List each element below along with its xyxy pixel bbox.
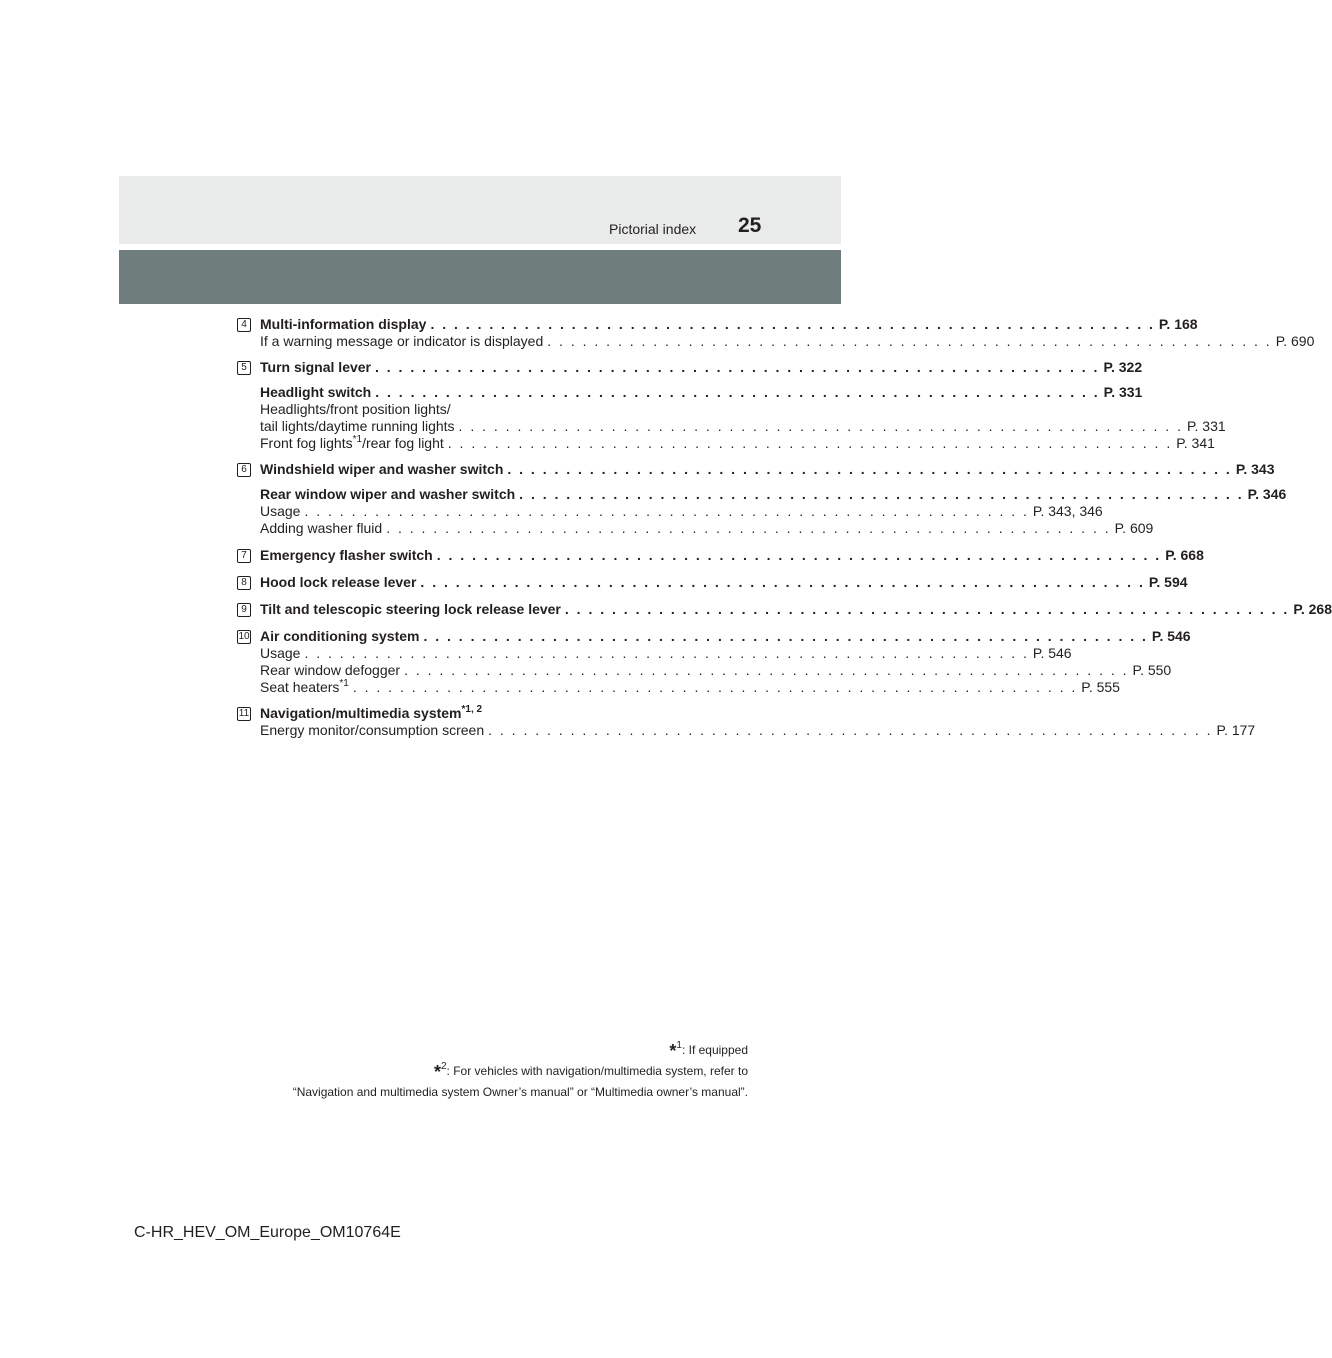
index-line: [260, 574, 1188, 591]
index-line: [260, 722, 1256, 739]
index-line: [260, 359, 1143, 376]
dot-leader: . . . . . . . . . . . . . . . . . . . . . . . . . . . . . . . . . . . . . . . . . . . . . . . . . . . . . . . . . . . . . .: [404, 662, 1129, 678]
index-label: Turn signal lever: [260, 359, 371, 375]
index-line: [260, 547, 1204, 564]
index-label: Tilt and telescopic steering lock release lever: [260, 601, 561, 617]
footnote-number: 1: [676, 1040, 682, 1051]
index-line: [260, 645, 1072, 662]
page-reference: P. 555: [1081, 679, 1120, 695]
page-reference: P. 177: [1216, 722, 1256, 738]
index-line: [260, 434, 1215, 452]
page-reference: P. 609: [1114, 520, 1154, 536]
page-reference: P. 322: [1103, 359, 1143, 375]
section-title: Pictorial index: [609, 221, 697, 237]
dot-leader: . . . . . . . . . . . . . . . . . . . . . . . . . . . . . . . . . . . . . . . . . . . . . . . . . . . . . . . . . . . . . .: [547, 333, 1272, 349]
page-reference: P. 546: [1151, 628, 1191, 644]
index-line: [260, 333, 1315, 350]
index-line: [260, 401, 723, 418]
footnote: “Navigation and multimedia system Owner’s manual” or “Multimedia owner’s manual”.: [292, 1085, 748, 1099]
page-reference: P. 268: [1293, 601, 1332, 617]
page-reference: P. 331: [1103, 384, 1143, 400]
footnote-ref: *1: [339, 678, 349, 689]
dot-leader: . . . . . . . . . . . . . . . . . . . . . . . . . . . . . . . . . . . . . . . . . . . . . . . . . . . . . . . . . . . . . .: [352, 679, 1078, 695]
dot-leader: . . . . . . . . . . . . . . . . . . . . . . . . . . . . . . . . . . . . . . . . . . . . . . . . . . . . . . . . . . . . . .: [304, 645, 1029, 661]
index-line: [260, 520, 1154, 537]
index-label: tail lights/daytime running lights: [260, 418, 455, 434]
item-number-marker: 4: [237, 318, 251, 332]
index-label: Navigation/multimedia system$^{*1, 2}$: [260, 704, 483, 721]
index-label: Hood lock release lever: [260, 574, 417, 590]
footnote-mark: *: [669, 1041, 677, 1061]
item-number-marker: 7: [237, 549, 251, 563]
footnotes: [28, 1040, 748, 1102]
index-group: [237, 316, 1315, 350]
index-line: [260, 486, 1287, 503]
item-number-marker: 5: [237, 361, 251, 375]
index-label: Adding washer fluid: [260, 520, 383, 536]
index-label: Multi-information display: [260, 316, 427, 332]
dot-leader: . . . . . . . . . . . . . . . . . . . . . . . . . . . . . . . . . . . . . . . . . . . . . . . . . . . . . . . . . . . . . .: [436, 547, 1162, 563]
dot-leader: . . . . . . . . . . . . . . . . . . . . . . . . . . . . . . . . . . . . . . . . . . . . . . . . . . . . . . . . . . . . . .: [375, 384, 1100, 400]
page-number: 25: [738, 214, 762, 237]
item-number-marker: 10: [238, 631, 250, 642]
dot-leader: . . . . . . . . . . . . . . . . . . . . . . . . . . . . . . . . . . . . . . . . . . . . . . . . . . . . . . . . . . . . . .: [458, 418, 1183, 434]
index-line: [260, 705, 723, 722]
index-line: [260, 678, 1120, 696]
index-group: [237, 601, 1332, 618]
index-line: [260, 662, 1172, 679]
index-group: [237, 628, 1191, 696]
index-label: Rear window wiper and washer switch: [260, 486, 516, 502]
index-label: Windshield wiper and washer switch: [260, 461, 504, 477]
page-reference: P. 341: [1176, 435, 1215, 451]
item-number-marker: 8: [237, 576, 251, 590]
page-reference: P. 346: [1247, 486, 1287, 502]
index-label: Seat heaters$^{*1}$: [260, 678, 349, 695]
page-reference: P. 546: [1032, 645, 1072, 661]
dot-leader: . . . . . . . . . . . . . . . . . . . . . . . . . . . . . . . . . . . . . . . . . . . . . . . . . . . . . . . . . . . . . .: [304, 503, 1029, 519]
index-line: [260, 384, 1143, 401]
item-number-marker: 6: [237, 463, 251, 477]
page-reference: P. 343, 346: [1032, 503, 1103, 519]
dot-leader: . . . . . . . . . . . . . . . . . . . . . . . . . . . . . . . . . . . . . . . . . . . . . . . . . . . . . . . . . . . . . .: [430, 316, 1155, 332]
index-line: [260, 628, 1191, 645]
index-label: Usage: [260, 645, 301, 661]
footnote: *$^1$: If equipped: [669, 1040, 748, 1061]
index-line: [260, 461, 1275, 478]
page-reference: P. 690: [1275, 333, 1315, 349]
footnote-ref: *1, 2: [461, 704, 483, 715]
dot-leader: . . . . . . . . . . . . . . . . . . . . . . . . . . . . . . . . . . . . . . . . . . . . . . . . . . . . . . . . . . . . . .: [564, 601, 1290, 617]
page-reference: P. 668: [1165, 547, 1204, 563]
footnote: *$^2$: For vehicles with navigation/multimedia system, refer to: [433, 1061, 748, 1082]
index-line: [260, 418, 1226, 435]
index-label: Headlights/front position lights/: [260, 401, 451, 417]
index-group: [237, 704, 1256, 739]
footnote-number: 2: [440, 1061, 447, 1072]
index-group: [237, 574, 1188, 591]
item-number-marker: 9: [237, 603, 251, 617]
dot-leader: . . . . . . . . . . . . . . . . . . . . . . . . . . . . . . . . . . . . . . . . . . . . . . . . . . . . . . . . . . . . . .: [447, 435, 1173, 451]
page-reference: P. 343: [1235, 461, 1275, 477]
dot-leader: . . . . . . . . . . . . . . . . . . . . . . . . . . . . . . . . . . . . . . . . . . . . . . . . . . . . . . . . . . . . . .: [423, 628, 1148, 644]
index-label: Headlight switch: [260, 384, 372, 400]
index-line: [260, 601, 1332, 618]
index-label: Air conditioning system: [260, 628, 420, 644]
dot-leader: . . . . . . . . . . . . . . . . . . . . . . . . . . . . . . . . . . . . . . . . . . . . . . . . . . . . . . . . . . . . . .: [507, 461, 1232, 477]
index-label: Energy monitor/consumption screen: [260, 722, 485, 738]
index-label: If a warning message or indicator is displayed: [260, 333, 544, 349]
index-entries: [237, 316, 1332, 739]
page-reference: P. 331: [1186, 418, 1226, 434]
dot-leader: . . . . . . . . . . . . . . . . . . . . . . . . . . . . . . . . . . . . . . . . . . . . . . . . . . . . . . . . . . . . . .: [386, 520, 1111, 536]
document-code: C-HR_HEV_OM_Europe_OM10764E: [134, 1224, 401, 1241]
page-reference: P. 550: [1132, 662, 1172, 678]
page-reference: P. 594: [1148, 574, 1188, 590]
page-reference: P. 168: [1158, 316, 1198, 332]
index-group: [237, 547, 1204, 564]
index-line: [260, 316, 1198, 333]
dot-leader: . . . . . . . . . . . . . . . . . . . . . . . . . . . . . . . . . . . . . . . . . . . . . . . . . . . . . . . . . . . . . .: [488, 722, 1213, 738]
footnote-mark: *: [433, 1062, 441, 1082]
index-label: Rear window defogger: [260, 662, 401, 678]
dot-leader: . . . . . . . . . . . . . . . . . . . . . . . . . . . . . . . . . . . . . . . . . . . . . . . . . . . . . . . . . . . . . .: [375, 359, 1100, 375]
index-label: Front fog lights$^{*1}$/rear fog light: [260, 434, 444, 451]
dot-leader: . . . . . . . . . . . . . . . . . . . . . . . . . . . . . . . . . . . . . . . . . . . . . . . . . . . . . . . . . . . . . .: [519, 486, 1244, 502]
section-banner: [119, 250, 841, 304]
footnote-ref: *1: [352, 434, 363, 445]
index-label: Emergency flasher switch: [260, 547, 433, 563]
index-label: Usage: [260, 503, 301, 519]
dot-leader: . . . . . . . . . . . . . . . . . . . . . . . . . . . . . . . . . . . . . . . . . . . . . . . . . . . . . . . . . . . . . .: [420, 574, 1145, 590]
index-line: [260, 503, 1103, 520]
item-number-marker: 11: [238, 708, 250, 719]
index-group: [237, 461, 1287, 537]
header-band: [119, 176, 841, 244]
index-group: [237, 359, 1226, 452]
